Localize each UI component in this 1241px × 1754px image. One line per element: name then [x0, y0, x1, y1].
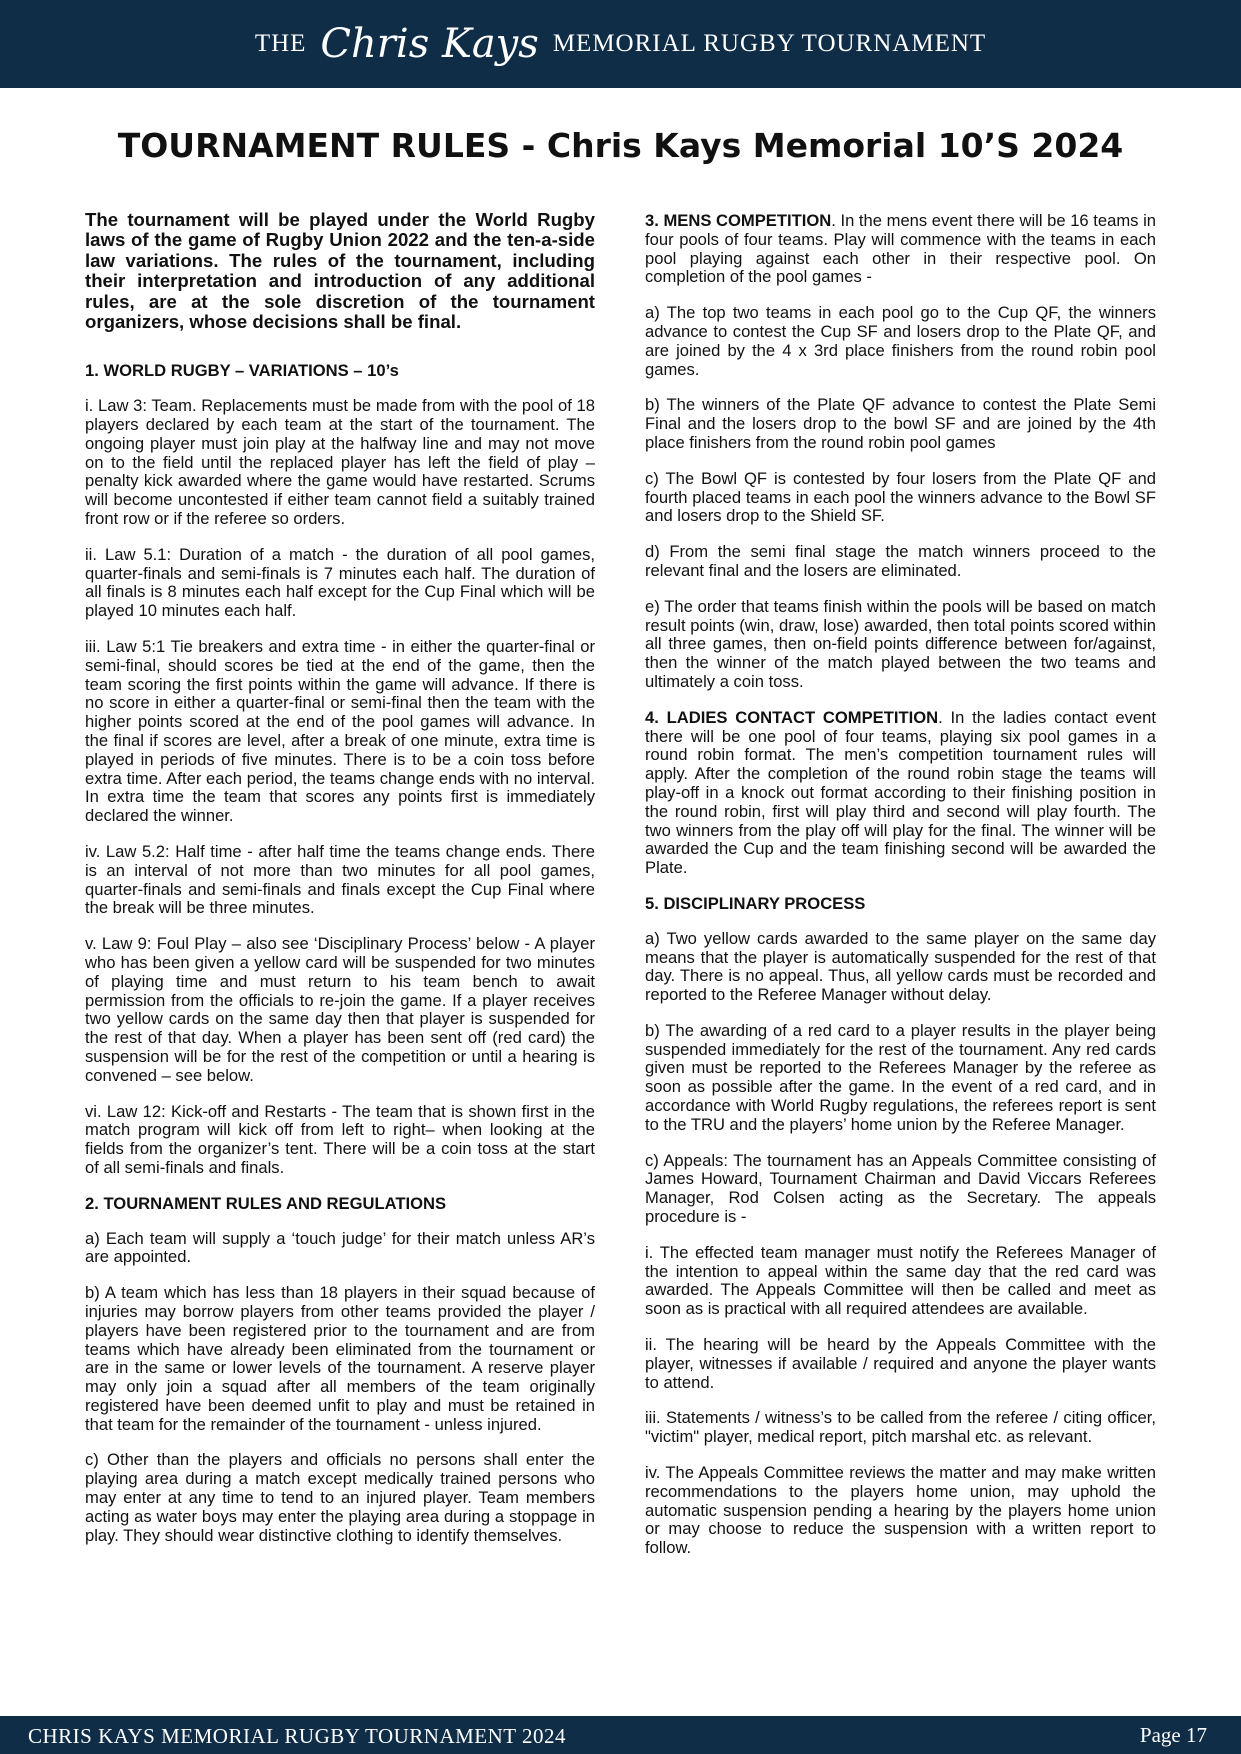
header-banner [0, 0, 1241, 88]
page-number: Page 17 [1139, 1723, 1207, 1747]
section-3-paragraph [645, 212, 1156, 287]
appeal-iii-paragraph: iii. Statements / witness’s to be called from the referee / citing officer, "victim" player, medical report, pitch marshal etc. as relevant. [645, 1408, 1156, 1447]
section-2-heading: 2. TOURNAMENT RULES AND REGULATIONS [85, 1193, 447, 1213]
section-3-intro: . In the mens event there will be 16 teams in four pools of four teams. Play will commence with the teams in each pool playing against each other in their respective pool. On completion of the pool games - [645, 211, 1156, 287]
footer-title: CHRIS KAYS MEMORIAL RUGBY TOURNAMENT 2024 [28, 1724, 566, 1748]
header-script-name: Chris Kays [320, 21, 539, 67]
disc-b-paragraph: b) The awarding of a red card to a player results in the player being suspended immediately for the rest of the tournament. Any red cards given must be reported to the Referees Manager by the referee as soon as possible after the game. In the event of a red card, and in accordance with World Rugby regulations, the referees report is sent to the TRU and the players’ home union by the Referee Manager. [645, 1020, 1156, 1134]
rule-c-paragraph: c) Other than the players and officials no persons shall enter the playing area during a match except medically trained persons who may enter at any time to tend to an injured player. Team members acting as water boys may enter the playing area during a stoppage in play. They should wear distinctive clothing to identify themselves. [85, 1450, 595, 1545]
rule-b-paragraph: b) A team which has less than 18 players in their squad because of injuries may borrow players from other teams provided the player / players have been registered prior to the tournament and are from teams which have already been eliminated from the tournament or are in the same or lower levels of the tournament. A reserve player may only join a squad after all members of the team originally registered have been deemed unfit to play and must be retained in that team for the remainder of the tournament - unless injured. [85, 1283, 595, 1434]
appeal-i-paragraph: i. The effected team manager must notify the Referees Manager of the intention to appeal within the same day that the red card was awarded. The Appeals Committee will then be called and meet as soon as is practical with all required attendees are available. [645, 1242, 1156, 1319]
section-4-text: . In the ladies contact event there will be one pool of four teams, playing six pool games in a round robin format. The men’s competition tournament rules will apply. After the completion of the round robin stage the teams will play-off in a knock out format according to their finishing position in the round robin, first will play third and second will play fourth. The two winners from the play off will play for the final. The winner will be awarded the Cup and the team finishing second will be awarded the Plate. [645, 707, 1156, 878]
appeal-ii-paragraph: ii. The hearing will be heard by the Appeals Committee with the player, witnesses if available / required and anyone the player wants to attend. [645, 1335, 1156, 1392]
appeal-iv-paragraph: iv. The Appeals Committee reviews the matter and may make written recommendations to the players home union, may uphold the automatic suspension pending a hearing by the players home union or may choose to reduce the suspension with a written report to follow. [645, 1463, 1156, 1558]
mens-e-paragraph: e) The order that teams finish within the pools will be based on match result points (win, draw, lose) awarded, then total points scored within all three games, then on-field points difference between for/against, then the winner of the match played between the two teams and ultimately a coin toss. [645, 596, 1156, 691]
footer-banner [0, 1716, 1241, 1754]
law-iii-paragraph: iii. Law 5:1 Tie breakers and extra time - in either the quarter-final or semi-final, should scores be tied at the end of the game, then the team scoring the first points within the game will advance. If there is no score in either a quarter-final or semi-final then the team with the higher points scored at the end of the pool games will advance. In the final if scores are level, after a break of one minute, extra time is played in periods of five minutes. There is to be a coin toss before extra time. After each period, the teams change ends with no interval. In extra time the team that scores any points first is immediately declared the winner. [85, 637, 595, 826]
mens-c-paragraph: c) The Bowl QF is contested by four losers from the Plate QF and fourth placed teams in each pool the winners advance to the Bowl SF and losers drop to the Shield SF. [645, 468, 1156, 526]
page-title: TOURNAMENT RULES - Chris Kays Memorial 10’S 2024 [117, 126, 1124, 165]
law-vi-paragraph: vi. Law 12: Kick-off and Restarts - The team that is shown first in the match program will kick off from left to right– when looking at the fields from the organizer’s tent. There will be a coin toss at the start of all semi-finals and finals. [85, 1101, 595, 1177]
law-i-paragraph: i. Law 3: Team. Replacements must be made from with the pool of 18 players declared by each team at the start of the tournament. The ongoing player must join play at the halfway line and may not move on to the field until the replaced player has left the field of play – penalty kick awarded where the game would have restarted. Scrums will become uncontested if either team cannot field a suitably trained front row or if the referee so orders. [85, 396, 595, 529]
section-4-paragraph [645, 709, 1156, 878]
law-v-paragraph: v. Law 9: Foul Play – also see ‘Disciplinary Process’ below - A player who has been given a yellow card will be suspended for two minutes of playing time and must return to his team bench to await permission from the officials to re-join the game. If a player receives two yellow cards on the same day then that player is suspended for the rest of that day. When a player has been sent off (red card) the suspension will be for the rest of the competition or until a hearing is convened – see below. [85, 934, 595, 1085]
mens-d-paragraph: d) From the semi final stage the match winners proceed to the relevant final and the losers are eliminated. [645, 542, 1156, 580]
left-column [85, 210, 595, 1562]
header-suffix: MEMORIAL RUGBY TOURNAMENT [552, 30, 987, 57]
section-5-heading: 5. DISCIPLINARY PROCESS [645, 893, 866, 913]
section-4-heading: 4. LADIES CONTACT COMPETITION [645, 707, 939, 727]
section-1-heading: 1. WORLD RUGBY – VARIATIONS – 10’s [85, 361, 399, 381]
section-3-heading: 3. MENS COMPETITION [645, 211, 832, 230]
rule-a-paragraph: a) Each team will supply a ‘touch judge’ for their match unless AR’s are appointed. [85, 1228, 595, 1267]
law-iv-paragraph: iv. Law 5.2: Half time - after half time the teams change ends. There is an interval of not more than two minutes for all pool games, quarter-finals and semi-finals and finals except the Cup Final where the break will be three minutes. [85, 841, 595, 918]
law-ii-paragraph: ii. Law 5.1: Duration of a match - the duration of all pool games, quarter-finals and semi-finals is 7 minutes each half. The duration of all finals is 8 minutes each half except for the Cup Final which will be played 10 minutes each half. [85, 544, 595, 621]
disc-c-paragraph: c) Appeals: The tournament has an Appeals Committee consisting of James Howard, Tournament Chairman and David Viccars Referees Manager, Rod Colsen acting as the Secretary. The appeals procedure is - [645, 1150, 1156, 1227]
mens-a-paragraph: a) The top two teams in each pool go to the Cup QF, the winners advance to contest the Cup SF and losers drop to the Plate QF, and are joined by the 4 x 3rd place finishers from the round robin pool games. [645, 303, 1156, 379]
disc-a-paragraph: a) Two yellow cards awarded to the same player on the same day means that the player is automatically suspended for the rest of that day. There is no appeal. Thus, all yellow cards must be recorded and reported to the Referee Manager without delay. [645, 928, 1156, 1005]
header-prefix: THE [254, 30, 307, 57]
right-column [645, 212, 1156, 1575]
intro-paragraph: The tournament will be played under the World Rugby laws of the game of Rugby Union 2022 and the ten-a-side law variations. The rules of the tournament, including their interpretation and introduction of any additional rules, are at the sole discretion of the tournament organizers, whose decisions shall be final. [85, 209, 595, 333]
mens-b-paragraph: b) The winners of the Plate QF advance to contest the Plate Semi Final and the losers drop to the bowl SF and are joined by the 4th place finishers from the round robin pool games [645, 395, 1156, 452]
